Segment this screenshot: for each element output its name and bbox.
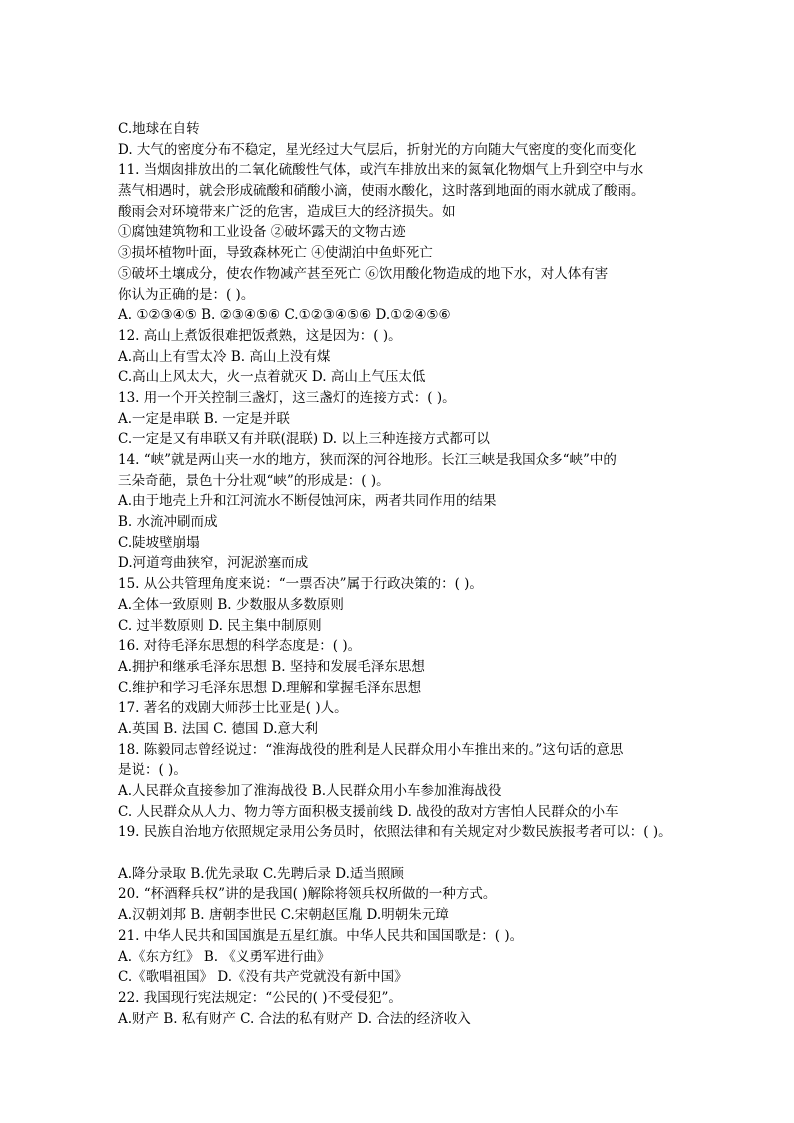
question-11: 11. 当烟囱排放出的二氧化硫酸性气体，或汽车排放出来的氮氧化物烟气上升到空中与水 bbox=[118, 162, 644, 179]
answer-options: A.一定是串联 B. 一定是并联 bbox=[118, 410, 290, 427]
answer-options: A.拥护和继承毛泽东思想 B. 坚持和发展毛泽东思想 bbox=[118, 658, 425, 675]
blank-line bbox=[118, 843, 718, 864]
text-line: C.地球在自转 bbox=[118, 121, 200, 137]
question-21: 21. 中华人民共和国国旗是五星红旗。中华人民共和国国歌是：( )。 bbox=[118, 927, 524, 944]
document-body bbox=[118, 119, 718, 1029]
answer-options: A.人民群众直接参加了淮海战役 B.人民群众用小车参加淮海战役 bbox=[118, 783, 502, 799]
question-12: 12. 高山上煮饭很难把饭煮熟，这是因为：( )。 bbox=[118, 327, 402, 344]
answer-options: C.高山上风太大，火一点着就灭 D. 高山上气压太低 bbox=[118, 369, 426, 386]
answer-options: A.财产 B. 私有财产 C. 合法的私有财产 D. 合法的经济收入 bbox=[118, 1010, 471, 1027]
answer-options: A.《东方红》 B. 《义勇军进行曲》 bbox=[118, 948, 331, 965]
text-line: ①腐蚀建筑物和工业设备 ②破坏露天的文物古迹 bbox=[118, 224, 406, 241]
answer-options: C.《歌唱祖国》 D.《没有共产党就没有新中国》 bbox=[118, 969, 408, 986]
question-14: 14. “峡”就是两山夹一水的地方，狭而深的河谷地形。长江三峡是我国众多“峡”中的 bbox=[118, 452, 617, 468]
answer-options: D.河道弯曲狭窄，河泥淤塞而成 bbox=[118, 555, 309, 572]
text-line: 三朵奇葩，景色十分壮观“峡”的形成是：( )。 bbox=[118, 472, 390, 489]
text-line: 你认为正确的是：( )。 bbox=[118, 286, 255, 303]
answer-options: A.降分录取 B.优先录取 C.先聘后录 D.适当照顾 bbox=[118, 865, 404, 882]
answer-options: A.汉朝刘邦 B. 唐朝李世民 C.宋朝赵匡胤 D.明朝朱元璋 bbox=[118, 907, 449, 924]
answer-options: C. 过半数原则 D. 民主集中制原则 bbox=[118, 617, 322, 634]
answer-options: C.陡坡壁崩塌 bbox=[118, 534, 200, 551]
question-15: 15. 从公共管理角度来说：“一票否决”属于行政决策的：( )。 bbox=[118, 576, 483, 593]
question-19: 19. 民族自治地方依照规定录用公务员时，依照法律和有关规定对少数民族报考者可以：( )。 bbox=[118, 824, 672, 841]
question-17: 17. 著名的戏剧大师莎士比亚是( )人。 bbox=[118, 700, 348, 717]
text-line: 是说：( )。 bbox=[118, 762, 187, 779]
text-line: D. 大气的密度分布不稳定，星光经过大气层后，折射光的方向随大气密度的变化而变化 bbox=[118, 141, 637, 158]
question-18: 18. 陈毅同志曾经说过：“淮海战役的胜利是人民群众用小车推出来的。”这句话的意思 bbox=[118, 741, 624, 758]
answer-options: A.英国 B. 法国 C. 德国 D.意大利 bbox=[118, 720, 318, 737]
text-line: ③损坏植物叶面，导致森林死亡 ④使湖泊中鱼虾死亡 bbox=[118, 245, 433, 262]
answer-options: C.维护和学习毛泽东思想 D.理解和掌握毛泽东思想 bbox=[118, 679, 422, 696]
answer-options: C.一定是又有串联又有并联(混联) D. 以上三种连接方式都可以 bbox=[118, 431, 490, 448]
answer-options: A.高山上有雪太冷 B. 高山上没有煤 bbox=[118, 348, 331, 365]
question-16: 16. 对待毛泽东思想的科学态度是：( )。 bbox=[118, 638, 362, 655]
answer-options: A. ①②③④⑤ B. ②③④⑤⑥ C.①②③④⑤⑥ D.①②④⑤⑥ bbox=[118, 307, 451, 324]
text-line: 酸雨会对环境带来广泛的危害，造成巨大的经济损失。如 bbox=[118, 203, 456, 220]
question-22: 22. 我国现行宪法规定：“公民的( )不受侵犯”。 bbox=[118, 989, 402, 1006]
answer-options: A.由于地壳上升和江河流水不断侵蚀河床，两者共同作用的结果 bbox=[118, 493, 497, 510]
question-20: 20. “杯酒释兵权”讲的是我国( )解除将领兵权所做的一种方式。 bbox=[118, 886, 497, 903]
text-line: ⑤破坏土壤成分，使农作物减产甚至死亡 ⑥饮用酸化物造成的地下水，对人体有害 bbox=[118, 265, 609, 282]
answer-options: A.全体一致原则 B. 少数服从多数原则 bbox=[118, 596, 344, 613]
question-13: 13. 用一个开关控制三盏灯，这三盏灯的连接方式：( )。 bbox=[118, 389, 456, 406]
text-line: 蒸气相遇时，就会形成硫酸和硝酸小滴，使雨水酸化，这时落到地面的雨水就成了酸雨。 bbox=[118, 183, 645, 200]
answer-options: B. 水流冲刷而成 bbox=[118, 514, 218, 531]
answer-options: C. 人民群众从人力、物力等方面积极支援前线 D. 战役的敌对方害怕人民群众的小车 bbox=[118, 803, 619, 820]
